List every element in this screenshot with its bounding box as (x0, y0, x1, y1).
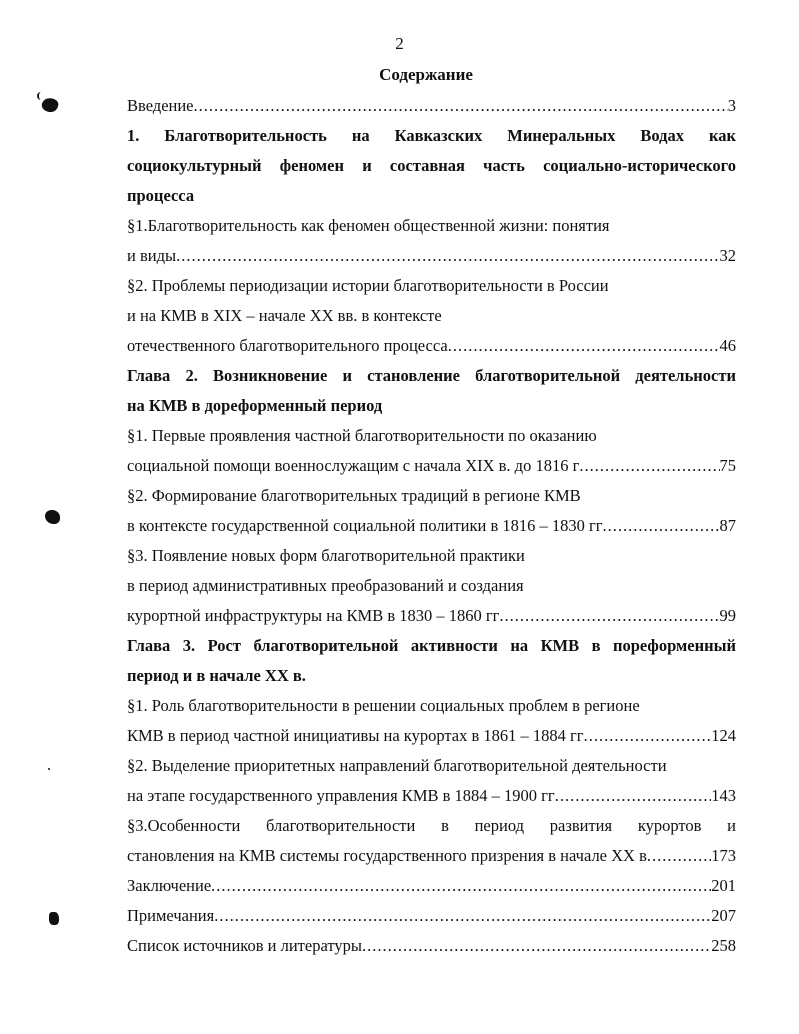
toc-entry-title: Список источников и литературы (127, 936, 362, 955)
toc-entry-page-number: 201 (711, 876, 736, 895)
toc-entry (127, 331, 736, 361)
toc-dot-leader (362, 931, 711, 961)
toc-dot-leader (555, 781, 712, 811)
toc-dot-leader (448, 331, 720, 361)
toc-entry (127, 781, 736, 811)
toc-entry-title: социальной помощи военнослужащим с начала XIX в. до 1816 г (127, 456, 580, 475)
scan-artifact-mark (49, 912, 59, 925)
toc-chapter-heading-line: на КМВ в дореформенный период (127, 396, 383, 415)
toc-entry (127, 601, 736, 631)
toc-entry-title: в контексте государственной социальной политики в 1816 – 1830 гг (127, 516, 603, 535)
toc-entry-title: Введение (127, 96, 194, 115)
toc-dot-leader (647, 841, 711, 871)
toc-entry-page-number: 87 (719, 516, 736, 535)
toc-dot-leader (176, 241, 719, 271)
toc-dot-leader (584, 721, 712, 751)
toc-entry (127, 91, 736, 121)
toc-entry-page-number: 173 (711, 846, 736, 865)
toc-entry-page-number: 75 (719, 456, 736, 475)
toc-entry (127, 931, 736, 961)
toc-entry-title: на этапе государственного управления КМВ в 1884 – 1900 гг (127, 786, 555, 805)
toc-dot-leader (194, 91, 728, 121)
toc-chapter-heading-line: Глава 3. Рост благотворительной активности на КМВ в пореформенный (127, 636, 736, 655)
toc-entry-title: отечественного благотворительного процесса (127, 336, 448, 355)
scan-artifact-mark (48, 768, 50, 770)
toc-dot-leader (214, 901, 711, 931)
toc-entry (127, 241, 736, 271)
scan-artifact-mark (45, 510, 60, 524)
toc-entry-title: и виды (127, 246, 177, 265)
toc-chapter-heading-line: социокультурный феномен и составная часть социально-исторического (127, 156, 736, 175)
toc-section-line: в период административных преобразований и создания (127, 576, 524, 595)
toc-entry-page-number: 3 (727, 96, 736, 115)
toc-entry-title: курортной инфраструктуры на КМВ в 1830 – 1860 гг (127, 606, 500, 625)
toc-section-line: §1.Благотворительность как феномен общественной жизни: понятия (127, 216, 610, 235)
toc-section-line: §1. Роль благотворительности в решении социальных проблем в регионе (127, 696, 640, 715)
toc-dot-leader (499, 601, 719, 631)
toc-entry-title: КМВ в период частной инициативы на курортах в 1861 – 1884 гг (127, 726, 584, 745)
toc-entry (127, 901, 736, 931)
toc-dot-leader (211, 871, 711, 901)
toc-dot-leader (603, 511, 720, 541)
toc-entry-page-number: 258 (711, 936, 736, 955)
toc-entry-title: Примечания (127, 906, 215, 925)
toc-section-line: §2. Формирование благотворительных традиций в регионе КМВ (127, 486, 581, 505)
toc-entry (127, 721, 736, 751)
toc-section-line: §1. Первые проявления частной благотворительности по оказанию (127, 426, 597, 445)
toc-section-line: §3. Появление новых форм благотворительной практики (127, 546, 525, 565)
toc-chapter-heading-line: период и в начале XX в. (127, 666, 306, 685)
toc-dot-leader (579, 451, 719, 481)
toc-entry-title: становления на КМВ системы государственного призрения в начале XX в (127, 846, 647, 865)
toc-entry-page-number: 99 (719, 606, 736, 625)
toc-entry (127, 841, 736, 871)
toc-chapter-heading-line: Глава 2. Возникновение и становление благотворительной деятельности (127, 366, 736, 385)
page-title: Содержание (379, 65, 473, 84)
toc-entry-page-number: 46 (719, 336, 736, 355)
toc-chapter-heading-line: процесса (127, 186, 195, 205)
toc-entry-title: Заключение (127, 876, 212, 895)
toc-entry (127, 511, 736, 541)
toc-entry-page-number: 143 (711, 786, 736, 805)
toc-entry (127, 871, 736, 901)
toc-entry-page-number: 207 (711, 906, 736, 925)
toc-section-line: и на КМВ в XIX – начале XX вв. в контексте (127, 306, 442, 325)
toc-entry-page-number: 32 (719, 246, 736, 265)
toc-entry-page-number: 124 (711, 726, 736, 745)
table-of-contents (127, 91, 736, 961)
toc-section-line: §2. Проблемы периодизации истории благотворительности в России (127, 276, 609, 295)
toc-chapter-heading-line: 1. Благотворительность на Кавказских Минеральных Водах как (127, 126, 736, 145)
toc-section-line: §3.Особенности благотворительности в период развития курортов и (127, 816, 736, 835)
toc-section-line: §2. Выделение приоритетных направлений благотворительной деятельности (127, 756, 667, 775)
page-number: 2 (395, 34, 404, 53)
toc-entry (127, 451, 736, 481)
